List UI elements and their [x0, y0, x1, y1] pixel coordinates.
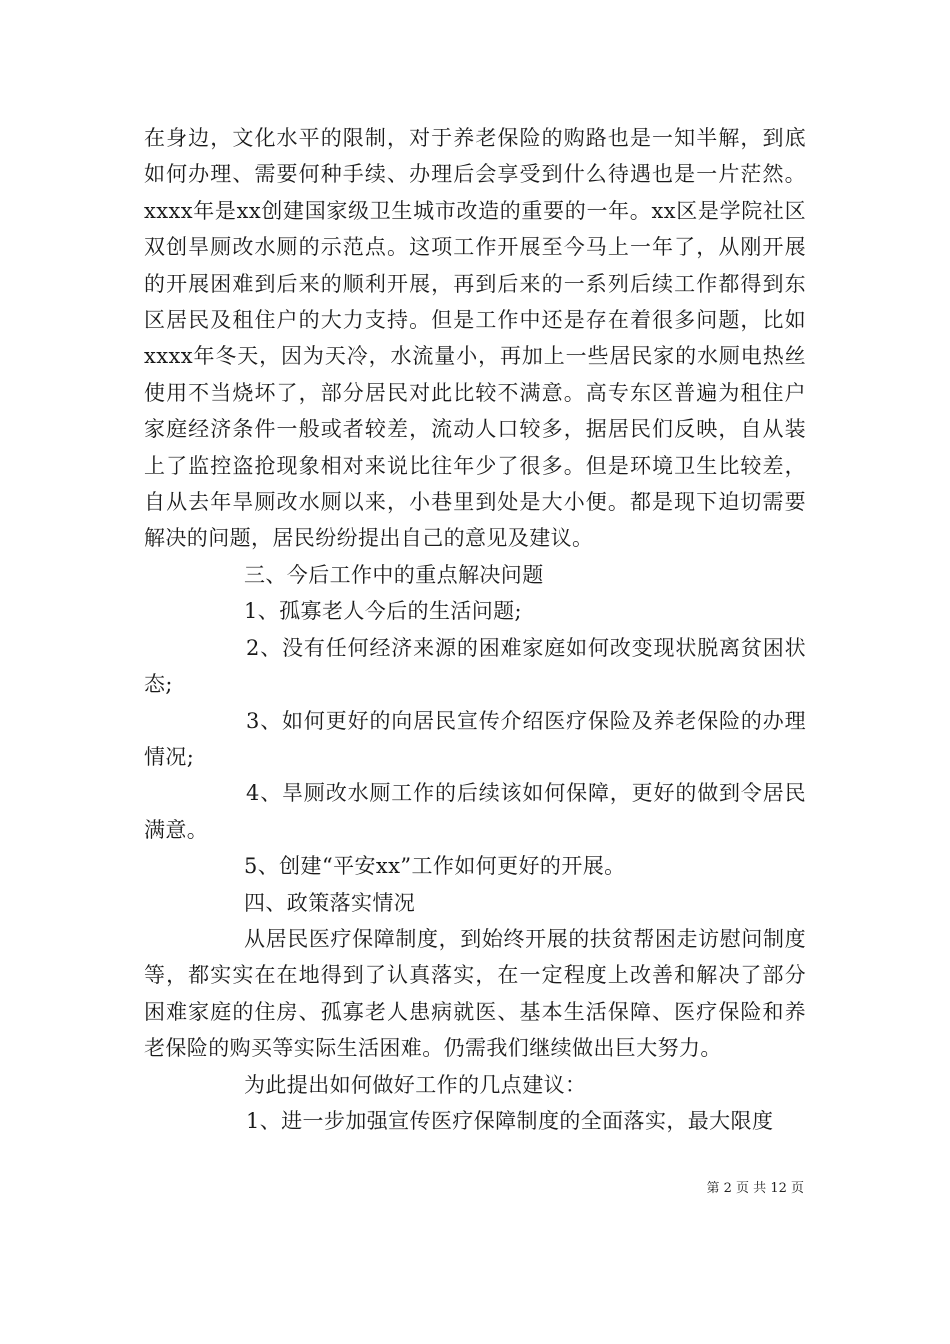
document-body	[144, 120, 806, 1139]
list-item-1: 1、孤寡老人今后的生活问题;	[244, 599, 523, 624]
paragraph-policy: 从居民医疗保障制度，到始终开展的扶贫帮困走访慰问制度等，都实实在在地得到了认真落实，在一定程度上改善和解决了部分困难家庭的住房、孤寡老人患病就医、基本生活保障、医疗保险和养老保险的购买等实际生活困难。仍需我们继续做出巨大努力。	[144, 926, 806, 1061]
paragraph-body-1: 在身边，文化水平的限制，对于养老保险的购路也是一知半解，到底如何办理、需要何种手续、办理后会享受到什么待遇也是一片茫然。xxxx年是xx创建国家级卫生城市改造的重要的一年。xx区是学院社区双创旱厕改水厕的示范点。这项工作开展至今马上一年了，从刚开展的开展困难到后来的顺利开展，再到后来的一系列后续工作都得到东区居民及租住户的大力支持。但是工作中还是存在着很多问题，比如xxxx年冬天，因为天冷，水流量小，再加上一些居民家的水厕电热丝使用不当烧坏了，部分居民对此比较不满意。高专东区普遍为租住户家庭经济条件一般或者较差，流动人口较多，据居民们反映，自从装上了监控盗抢现象相对来说比往年少了很多。但是环境卫生比较差，自从去年旱厕改水厕以来，小巷里到处是大小便。都是现下迫切需要解决的问题，居民纷纷提出自己的意见及建议。	[144, 126, 806, 551]
section-heading-4: 四、政策落实情况	[244, 890, 416, 915]
paragraph-suggestions-intro: 为此提出如何做好工作的几点建议：	[244, 1072, 587, 1097]
list-item-4: 4、旱厕改水厕工作的后续该如何保障，更好的做到令居民满意。	[144, 781, 806, 842]
section-heading-3: 三、今后工作中的重点解决问题	[244, 562, 544, 587]
suggestion-item-1: 1、进一步加强宣传医疗保障制度的全面落实，最大限度	[246, 1108, 774, 1133]
list-item-2: 2、没有任何经济来源的困难家庭如何改变现状脱离贫困状态;	[144, 635, 806, 697]
list-item-5: 5、创建“平安xx”工作如何更好的开展。	[244, 854, 626, 879]
list-item-3: 3、如何更好的向居民宣传介绍医疗保险及养老保险的办理情况;	[144, 708, 806, 769]
page-number: 第 2 页 共 12 页	[706, 1181, 804, 1196]
